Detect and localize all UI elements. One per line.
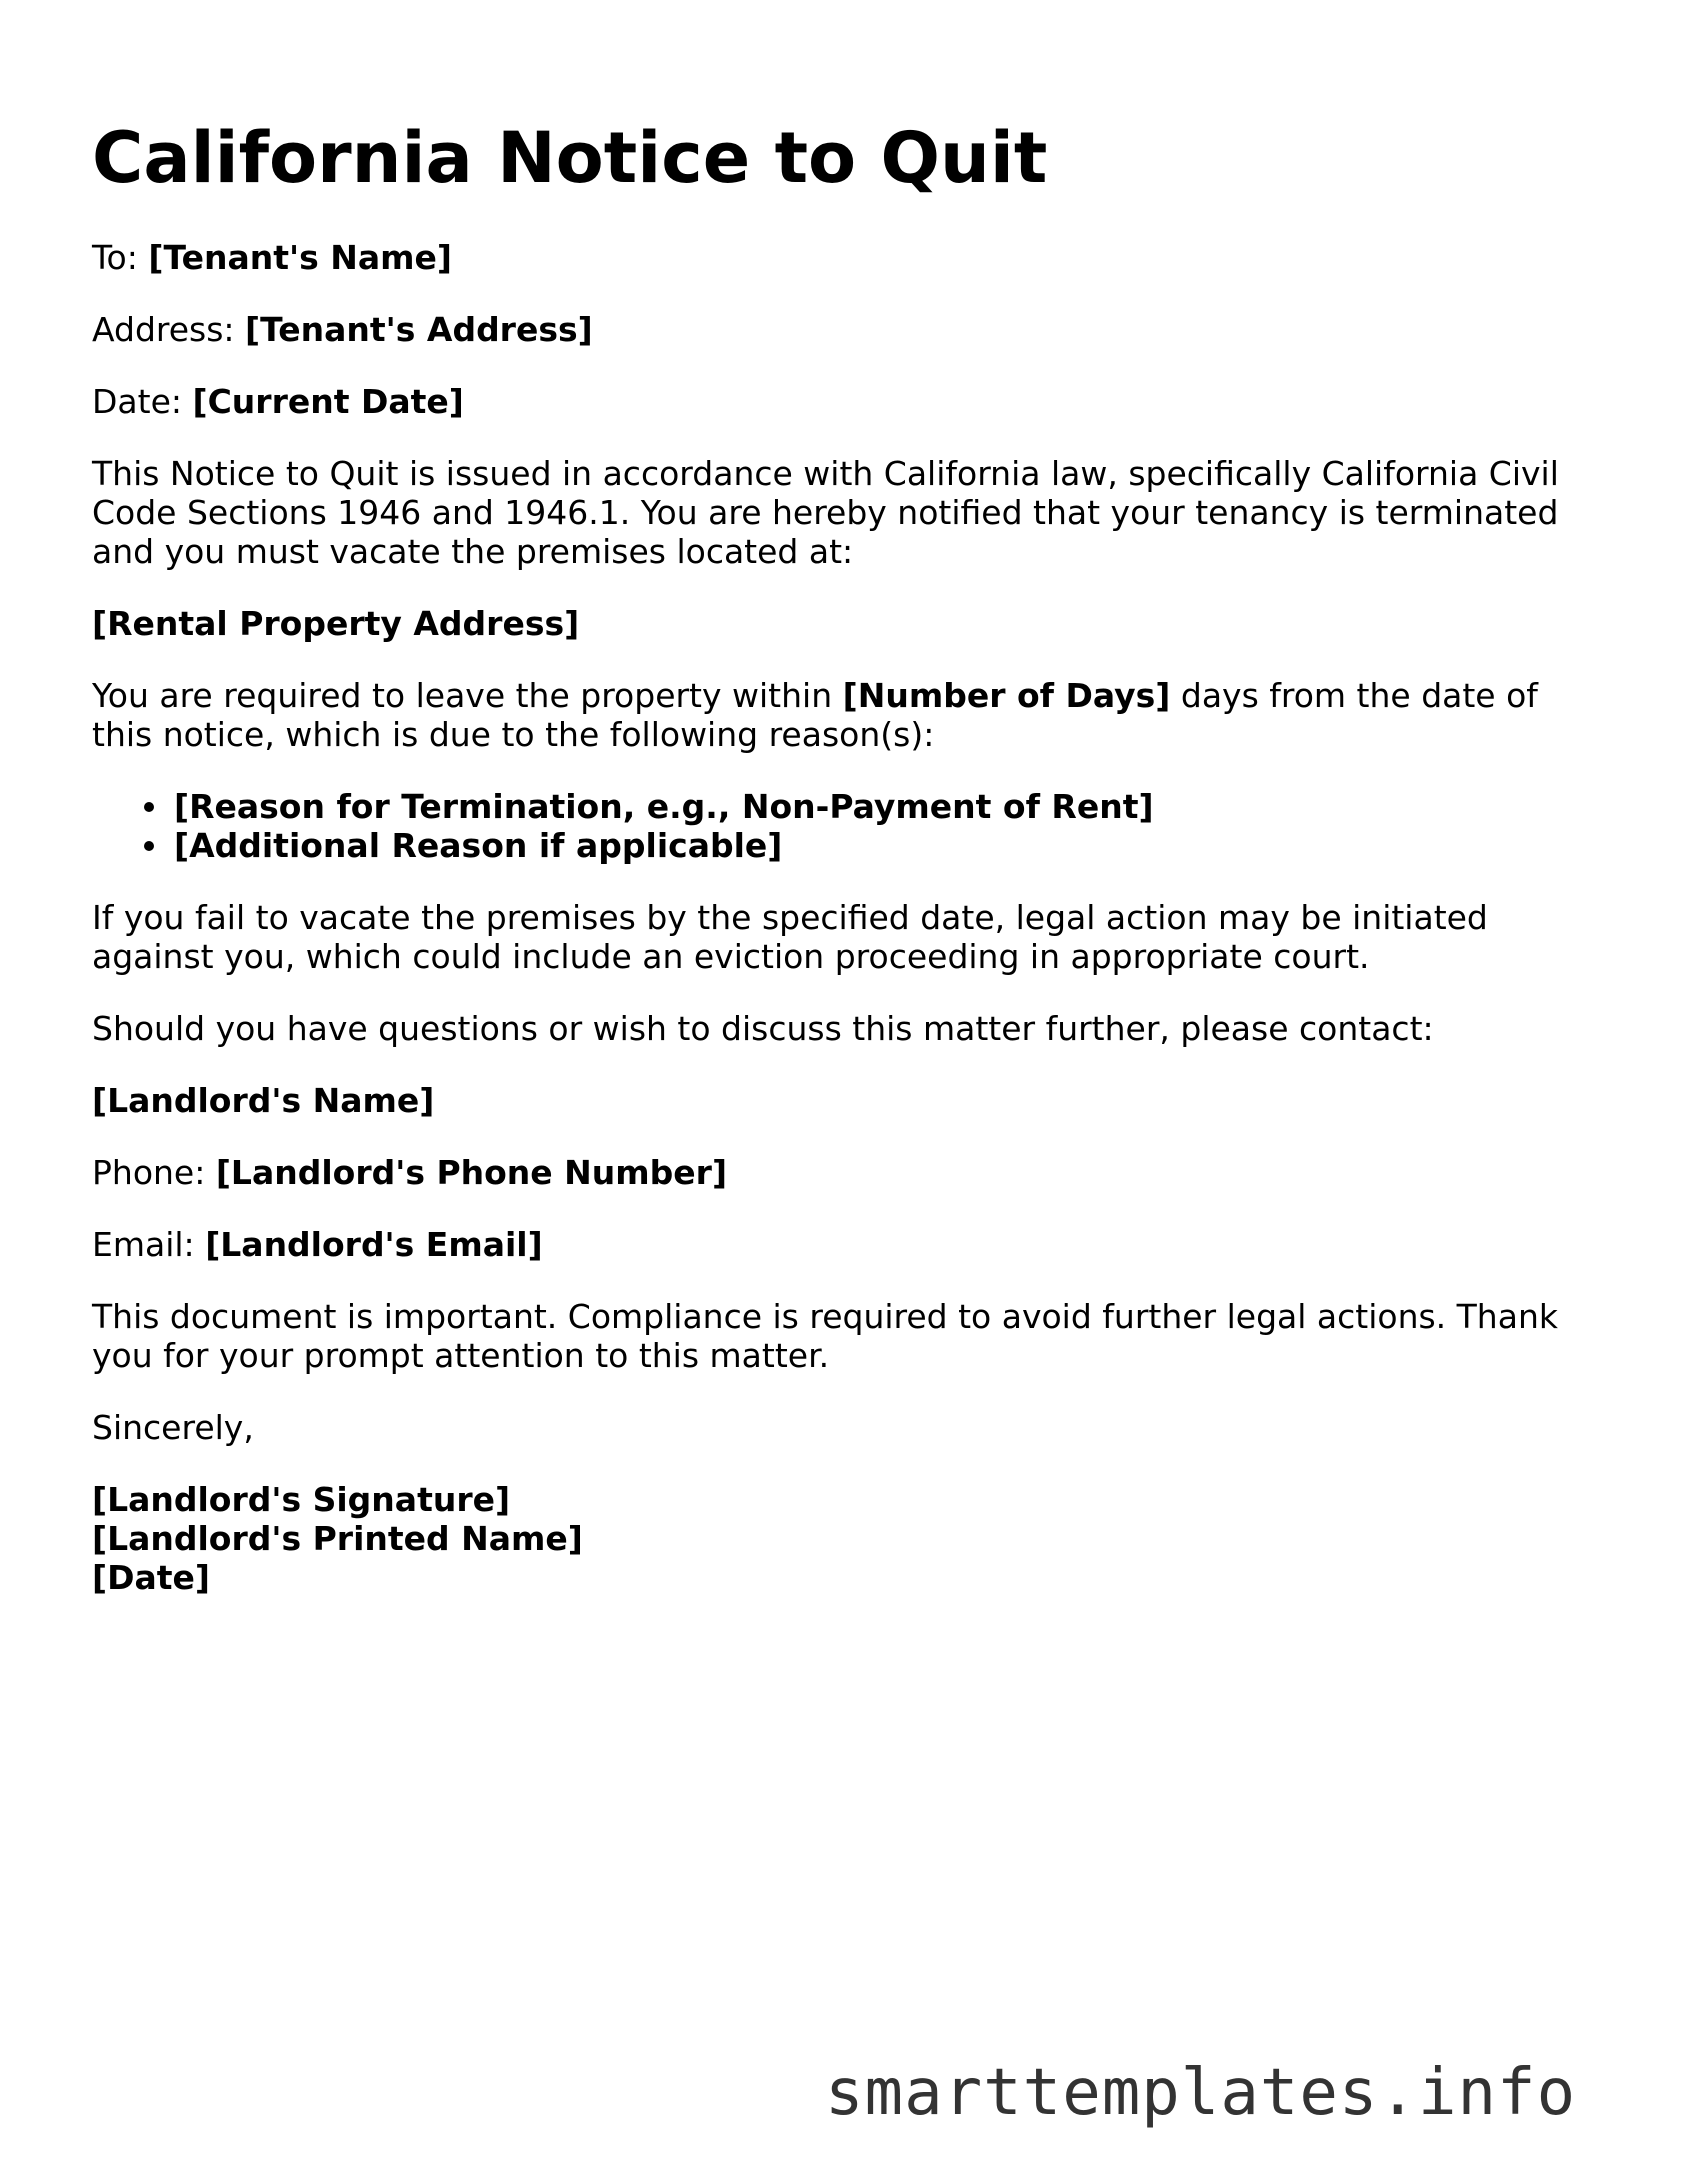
- sincerely-line: Sincerely,: [92, 1408, 254, 1447]
- contact-intro-paragraph: Should you have questions or wish to discuss this matter further, please contact:: [92, 1009, 1434, 1048]
- tenant-address: [Tenant's Address]: [245, 310, 593, 349]
- landlord-email: [Landlord's Email]: [205, 1225, 543, 1264]
- intro-paragraph: This Notice to Quit is issued in accordance with California law, specifically California Civil Code Sections 1946 and 1946.1. You are hereby notified that your tenancy is terminated and you must vacate the premises located at:: [92, 454, 1559, 571]
- current-date: [Current Date]: [192, 382, 464, 421]
- watermark-text: smarttemplates.info: [825, 2056, 1577, 2130]
- reason-item: [Reason for Termination, e.g., Non-Payment of Rent]: [174, 787, 1592, 826]
- date-line: [92, 382, 1592, 421]
- landlord-signature: [Landlord's Signature]: [92, 1480, 511, 1519]
- address-line: [92, 310, 1592, 349]
- email-label: Email:: [92, 1225, 195, 1264]
- number-of-days: [Number of Days]: [842, 676, 1171, 715]
- tenant-name: [Tenant's Name]: [148, 238, 452, 277]
- to-label: To:: [92, 238, 138, 277]
- reasons-list: [92, 787, 1592, 865]
- phone-line: [92, 1153, 1592, 1192]
- landlord-phone: [Landlord's Phone Number]: [215, 1153, 728, 1192]
- address-label: Address:: [92, 310, 235, 349]
- signature-date: [Date]: [92, 1558, 210, 1597]
- rental-property-address: [Rental Property Address]: [92, 604, 580, 643]
- requirement-before: You are required to leave the property within: [92, 676, 833, 715]
- reason-item: [Additional Reason if applicable]: [174, 826, 1592, 865]
- landlord-name-line: [92, 1081, 1592, 1120]
- requirement-paragraph: [92, 676, 1592, 754]
- to-line: [92, 238, 1592, 277]
- property-address-line: [92, 604, 1592, 643]
- email-line: [92, 1225, 1592, 1264]
- document-title: California Notice to Quit: [92, 117, 1048, 199]
- document-body: [92, 238, 1592, 1630]
- signature-block: [92, 1480, 1592, 1597]
- requirement-after: days from the date of this notice, which is due to the following reason(s):: [92, 676, 1538, 754]
- date-label: Date:: [92, 382, 182, 421]
- closing-note-paragraph: This document is important. Compliance is required to avoid further legal actions. Thank you for your prompt attention to this matter.: [92, 1297, 1558, 1375]
- phone-label: Phone:: [92, 1153, 206, 1192]
- consequence-paragraph: If you fail to vacate the premises by the specified date, legal action may be initiated against you, which could include an eviction proceeding in appropriate court.: [92, 898, 1488, 976]
- landlord-printed-name: [Landlord's Printed Name]: [92, 1519, 583, 1558]
- landlord-name: [Landlord's Name]: [92, 1081, 435, 1120]
